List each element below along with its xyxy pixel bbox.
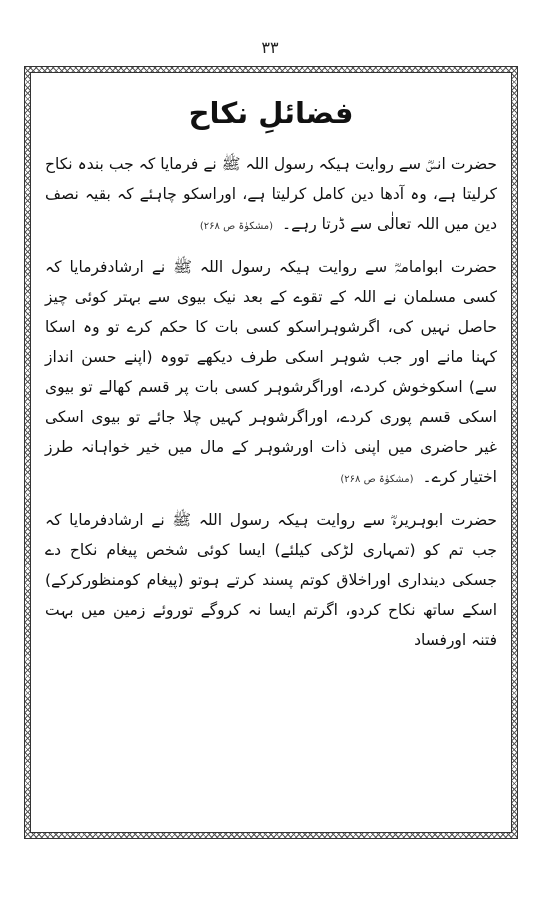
reference-citation: (مشکوٰۃ ص ۲۶۸) xyxy=(199,221,274,232)
page-number: ۳۳ xyxy=(261,38,279,57)
page-content xyxy=(30,72,512,833)
hadith-paragraph-1 xyxy=(45,149,497,242)
hadith-paragraph-2 xyxy=(45,252,497,495)
page-title: فضائلِ نکاح xyxy=(188,96,354,130)
paragraph-text: حضرت ابوہریرہؓ سے روایت ہیکہ رسول اللہ ﷺ نے ارشادفرمایا کہ جب تم کو (تمہاری لڑکی کیلئے) ایسا کوئی شخص پیغام نکاح دے جسکی دینداری اوراخلاق کوتم پسند کرتے ہوتو (پیغام کومنظورکرکے) اسکے ساتھ نکاح کردو، اگرتم ایسا نہ کروگے توروئے زمین میں بہت فتنہ اورفساد xyxy=(45,511,497,649)
reference-citation: (مشکوٰۃ ص ۲۶۸) xyxy=(340,474,414,485)
decorative-border xyxy=(24,66,518,839)
hadith-paragraph-3 xyxy=(45,505,497,658)
paragraph-text: حضرت ابوامامہؓ سے روایت ہیکہ رسول اللہ ﷺ نے ارشادفرمایا کہ کسی مسلمان نے اللہ کے تقوے کے بعد نیک بیوی سے بہتر کوئی چیز حاصل نہیں کی، اگرشوہراسکو کسی بات کا حکم کرے تو وہ اسکا کہنا مانے اور جب شوہر اسکی طرف دیکھے تووہ (اپنے حسن انداز سے) اسکوخوش کردے، اوراگرشوہر کسی بات پر قسم کھالے تو بیوی اسکی قسم پوری کردے، اوراگرشوہر کہیں چلا جائے تو بیوی اسکی غیر حاضری میں اپنی ذات اورشوہر کے مال میں خیر خواہانہ طرز اختیار کرے۔ xyxy=(45,258,497,486)
paragraph-text: حضرت انسؓ سے روایت ہیکہ رسول اللہ ﷺ نے فرمایا کہ جب بندہ نکاح کرلیتا ہے، وہ آدھا دین کامل کرلیتا ہے، اوراسکو چاہئے کہ بقیہ نصف دین میں اللہ تعالٰی سے ڈرتا رہے۔ xyxy=(45,155,497,233)
